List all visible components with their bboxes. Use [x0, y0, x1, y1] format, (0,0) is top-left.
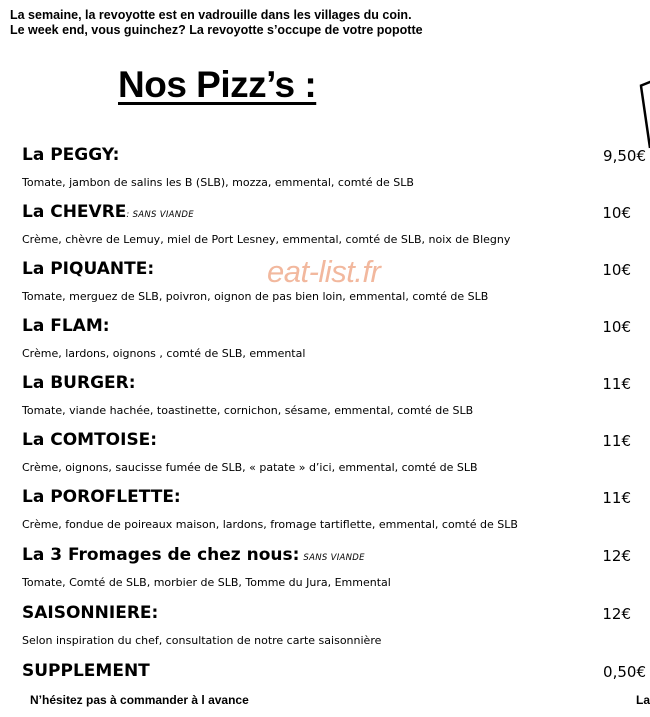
footer-right-text: La: [636, 693, 650, 707]
item-name: La CHEVRE: SANS VIANDE: [22, 202, 194, 222]
item-price: 12€: [602, 547, 631, 565]
intro-text: [10, 8, 423, 38]
item-name: La BURGER:: [22, 373, 136, 393]
item-name: La COMTOISE:: [22, 430, 158, 450]
item-name: SAISONNIERE:: [22, 603, 159, 623]
item-description: Tomate, viande hachée, toastinette, cornichon, sésame, emmental, comté de SLB: [22, 404, 474, 417]
item-name: La PEGGY:: [22, 145, 120, 165]
item-price: 0,50€: [603, 663, 646, 681]
intro-line-2: Le week end, vous guinchez? La revoyotte s’occupe de votre popotte: [10, 23, 423, 37]
item-description: Selon inspiration du chef, consultation de notre carte saisonnière: [22, 634, 382, 647]
menu-title: Nos Pizz’s :: [118, 64, 317, 105]
item-description: Crème, lardons, oignons , comté de SLB, emmental: [22, 347, 306, 360]
item-description: Crème, oignons, saucisse fumée de SLB, « patate » d’ici, emmental, comté de SLB: [22, 461, 478, 474]
footer-note: N’hésitez pas à commander à l avance: [30, 693, 249, 707]
item-name: La 3 Fromages de chez nous: SANS VIANDE: [22, 545, 365, 565]
item-price: 11€: [602, 489, 631, 507]
item-price: 9,50€: [603, 147, 646, 165]
item-description: Tomate, jambon de salins les B (SLB), mozza, emmental, comté de SLB: [22, 176, 414, 189]
item-name: SUPPLEMENT: [22, 661, 150, 681]
item-description: Crème, chèvre de Lemuy, miel de Port Lesney, emmental, comté de SLB, noix de Blegny: [22, 233, 511, 246]
item-price: 10€: [602, 261, 631, 279]
item-name: La PIQUANTE:: [22, 259, 155, 279]
item-name: La FLAM:: [22, 316, 110, 336]
item-description: Crème, fondue de poireaux maison, lardons, fromage tartiflette, emmental, comté de SLB: [22, 518, 518, 531]
item-description: Tomate, Comté de SLB, morbier de SLB, Tomme du Jura, Emmental: [22, 576, 391, 589]
item-price: 10€: [602, 318, 631, 336]
intro-line-1: La semaine, la revoyotte est en vadrouille dans les villages du coin.: [10, 8, 412, 22]
item-price: 11€: [602, 432, 631, 450]
item-name: La POROFLETTE:: [22, 487, 181, 507]
item-price: 12€: [602, 605, 631, 623]
decorative-frame-corner: [638, 80, 650, 150]
item-price: 11€: [602, 375, 631, 393]
item-description: Tomate, merguez de SLB, poivron, oignon de pas bien loin, emmental, comté de SLB: [22, 290, 489, 303]
item-price: 10€: [602, 204, 631, 222]
watermark: eat-list.fr: [267, 254, 381, 289]
